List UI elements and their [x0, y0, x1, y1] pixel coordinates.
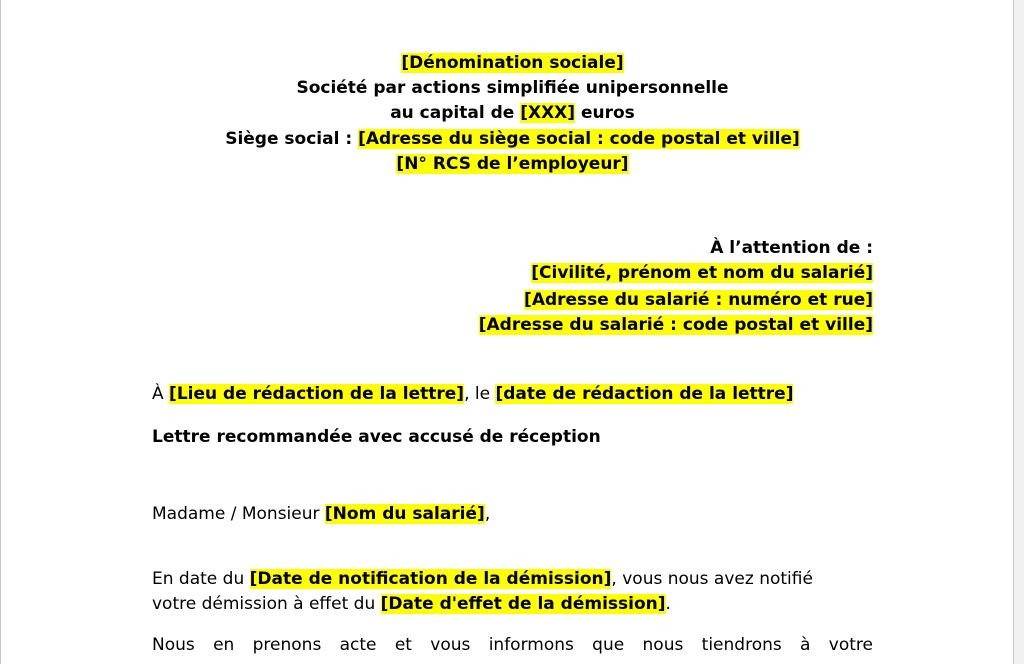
place-placeholder: [Lieu de rédaction de la lettre]: [169, 384, 465, 404]
recipient-name-line: [152, 262, 873, 284]
rcs-number-placeholder: [N° RCS de l’employeur]: [396, 154, 629, 174]
notification-date-placeholder: [Date de notification de la démission]: [249, 569, 612, 589]
delivery-mode-line: Lettre recommandée avec accusé de réception: [152, 427, 601, 447]
recipient-city-placeholder: [Adresse du salarié : code postal et ville]: [478, 315, 873, 335]
capital-line: [152, 102, 873, 124]
rcs-line: [152, 153, 873, 175]
recipient-street-line: [152, 289, 873, 311]
effective-date-placeholder: [Date d'effet de la démission]: [380, 594, 666, 614]
salutation-suffix: ,: [484, 504, 491, 524]
p1-line2-suffix: .: [665, 594, 671, 614]
recipient-name-placeholder: [Civilité, prénom et nom du salarié]: [531, 263, 873, 283]
salutation-prefix: Madame / Monsieur: [152, 504, 325, 524]
place-date-line: [152, 383, 873, 405]
page-left-edge: [0, 0, 1, 664]
capital-prefix: au capital de: [390, 103, 521, 123]
capital-amount-placeholder: [XXX]: [520, 103, 576, 123]
recipient-street-placeholder: [Adresse du salarié : numéro et rue]: [524, 290, 873, 310]
attention-label: À l’attention de :: [710, 238, 873, 258]
company-type-line: Société par actions simplifiée unipersonnelle: [296, 78, 729, 98]
seat-label: Siège social :: [225, 129, 359, 149]
company-name-placeholder: [Dénomination sociale]: [401, 53, 624, 73]
capital-suffix: euros: [575, 103, 635, 123]
paragraph-2-line-1: Nous en prenons acte et vous informons que nous tiendrons à votre: [152, 635, 873, 655]
paragraph-1-line-1: [152, 568, 873, 590]
p1-line2-prefix: votre démission à effet du: [152, 594, 381, 614]
seat-line: [152, 128, 873, 150]
salutation-line: [152, 503, 873, 525]
paragraph-1-line-2: [152, 593, 873, 615]
seat-address-placeholder: [Adresse du siège social : code postal et ville]: [358, 129, 800, 149]
page-gutter: [1014, 0, 1024, 664]
p1-line1-prefix: En date du: [152, 569, 250, 589]
recipient-city-line: [152, 314, 873, 336]
company-name-line: [152, 52, 873, 74]
place-date-middle: , le: [464, 384, 496, 404]
p1-line1-suffix: , vous nous avez notifié: [611, 569, 813, 589]
date-placeholder: [date de rédaction de la lettre]: [495, 384, 794, 404]
employee-name-placeholder: [Nom du salarié]: [324, 504, 485, 524]
place-date-prefix: À: [152, 384, 170, 404]
